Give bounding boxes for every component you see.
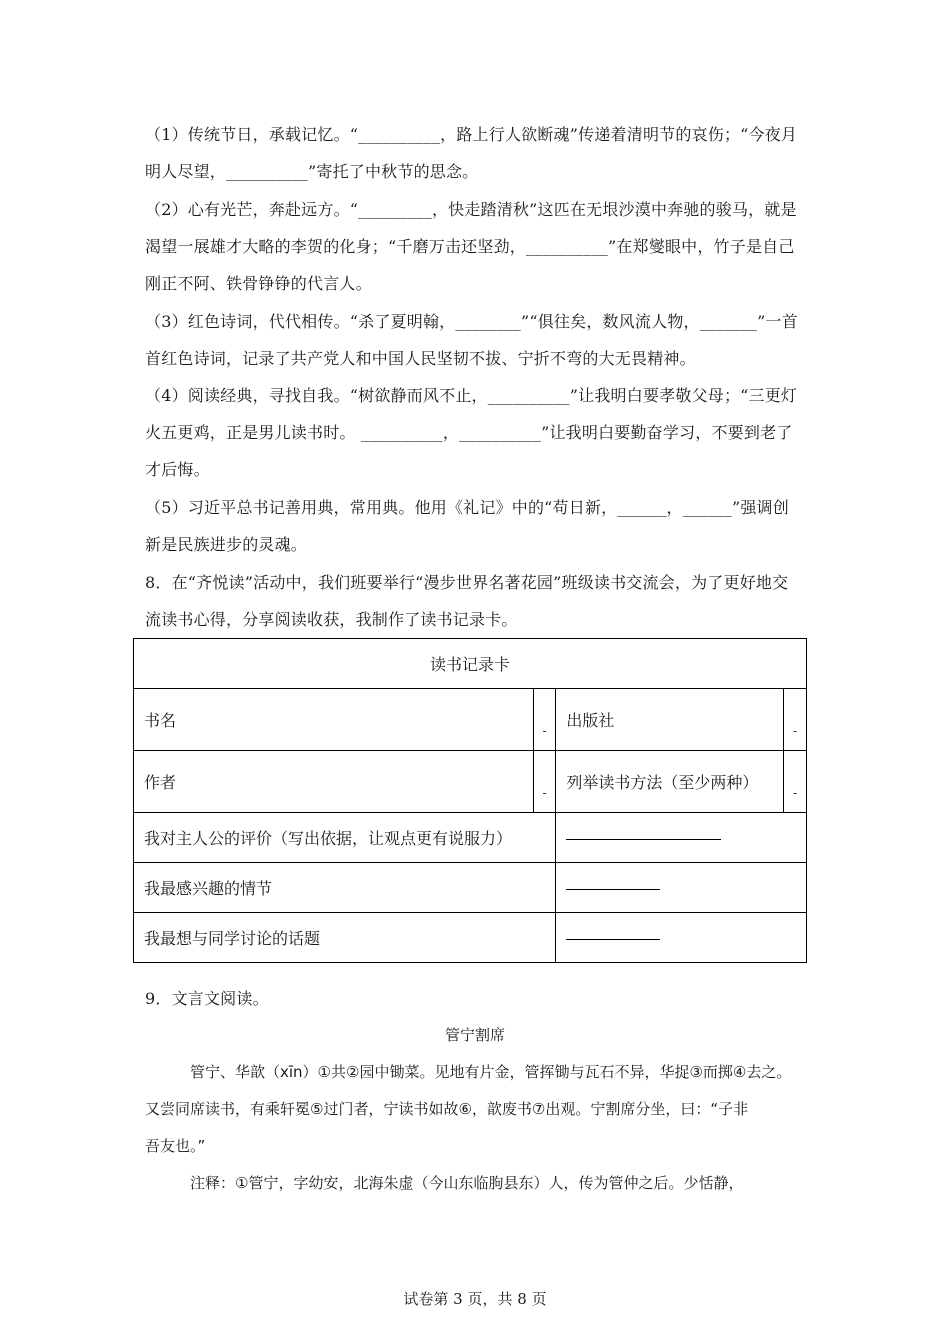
q7-item-4-line-1: （4）阅读经典，寻找自我。“树欲静而风不止，__________”让我明白要孝敬父母；“三更灯 [145, 386, 798, 405]
reading-methods-field[interactable]: - [784, 751, 807, 813]
publisher-field[interactable]: - [784, 689, 807, 751]
plot-label: 我最感兴趣的情节 [134, 863, 556, 913]
note-line-1: 注释：①管宁，字幼安，北海朱虚（今山东临朐县东）人，传为管仲之后。少恬静， [190, 1174, 744, 1192]
q8-line-1: 8．在“齐悦读”活动中，我们班要举行“漫步世界名著花园”班级读书交流会，为了更好地交 [145, 573, 789, 592]
passage-line-2: 又尝同席读书，有乘轩冕⑤过门者，宁读书如故⑥，歆废书⑦出观。宁割席分坐，曰：“子非 [145, 1100, 749, 1118]
q8-line-2: 流读书心得，分享阅读收获，我制作了读书记录卡。 [145, 610, 518, 629]
q7-item-4-line-3: 才后悔。 [145, 460, 210, 479]
passage-title: 管宁割席 [444, 1026, 505, 1044]
q7-item-5 [145, 489, 810, 563]
card-title: 读书记录卡 [134, 639, 807, 689]
reading-record-card [133, 638, 807, 963]
passage-note [145, 1165, 825, 1202]
q7-item-1 [145, 116, 810, 190]
q7-item-2-line-1: （2）心有光芒，奔赴远方。“_________，快走踏清秋”这匹在无垠沙漠中奔驰的骏马，就是 [145, 200, 797, 219]
q7-item-2 [145, 191, 810, 302]
passage-body [145, 1054, 825, 1165]
evaluation-label: 我对主人公的评价（写出依据，让观点更有说服力） [134, 813, 556, 863]
q7-item-5-line-1: （5）习近平总书记善用典，常用典。他用《礼记》中的“苟日新，______，______”强调创 [145, 498, 789, 517]
reading-methods-label: 列举读书方法（至少两种） [556, 751, 784, 813]
q9-heading [145, 980, 810, 1017]
q7-item-3-line-2: 首红色诗词，记录了共产党人和中国人民坚韧不拔、宁折不弯的大无畏精神。 [145, 349, 696, 368]
q7-item-3-line-1: （3）红色诗词，代代相传。“杀了夏明翰，________”“俱往矣，数风流人物，_______”一首 [145, 312, 798, 331]
plot-field[interactable] [556, 863, 807, 913]
topic-field[interactable] [556, 913, 807, 963]
book-name-field[interactable]: - [533, 689, 556, 751]
author-label: 作者 [134, 751, 534, 813]
q8-prompt [145, 564, 810, 638]
q7-item-5-line-2: 新是民族进步的灵魂。 [145, 535, 308, 554]
passage-line-1: 管宁、华歆（xīn）①共②园中锄菜。见地有片金，管挥锄与瓦石不异，华捉③而掷④去之。 [190, 1063, 792, 1081]
q9-heading-text: 9．文言文阅读。 [145, 989, 269, 1008]
publisher-label: 出版社 [556, 689, 784, 751]
q7-item-1-line-2: 明人尽望，__________”寄托了中秋节的思念。 [145, 162, 479, 181]
topic-blank [566, 938, 660, 940]
q7-item-1-line-1: （1）传统节日，承载记忆。“__________，路上行人欲断魂”传递着清明节的哀伤；“今夜月 [145, 125, 798, 144]
plot-blank [566, 888, 660, 890]
q7-item-4-line-2: 火五更鸡，正是男儿读书时。 __________，__________”让我明白要勤奋学习，不要到老了 [145, 423, 793, 442]
page-footer: 试卷第 3 页，共 8 页 [403, 1290, 547, 1308]
evaluation-blank [566, 838, 721, 840]
author-field[interactable]: - [533, 751, 556, 813]
passage-line-3: 吾友也。” [145, 1137, 206, 1155]
q7-item-4 [145, 377, 810, 488]
book-name-label: 书名 [134, 689, 534, 751]
evaluation-field[interactable] [556, 813, 807, 863]
q7-item-2-line-3: 刚正不阿、铁骨铮铮的代言人。 [145, 274, 372, 293]
q7-item-2-line-2: 渴望一展雄才大略的李贺的化身；“千磨万击还坚劲，__________”在郑燮眼中，竹子是自己 [145, 237, 795, 256]
q7-item-3 [145, 303, 810, 377]
topic-label: 我最想与同学讨论的话题 [134, 913, 556, 963]
